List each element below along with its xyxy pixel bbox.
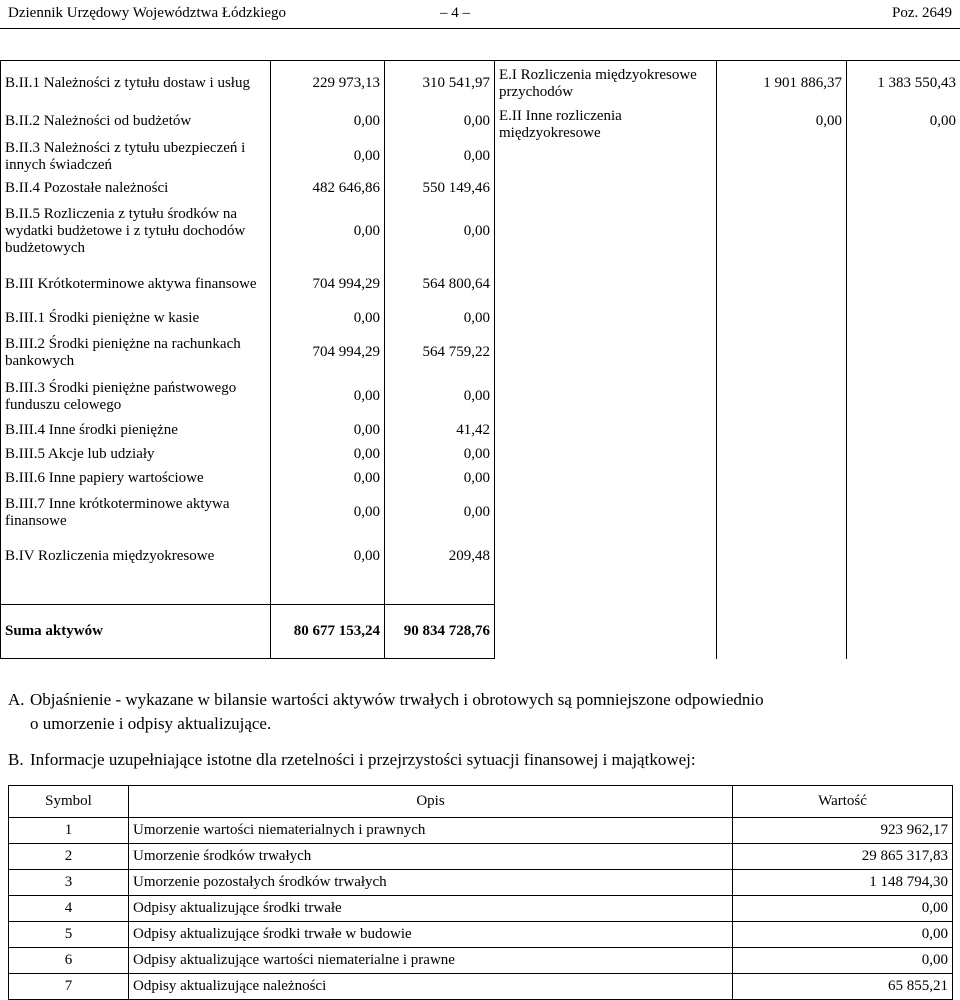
balance-sheet-table	[0, 60, 960, 659]
asset-value-1: 0,00	[271, 467, 385, 491]
asset-label: B.III Krótkoterminowe aktywa finansowe	[1, 263, 271, 307]
asset-value-1: 0,00	[271, 201, 385, 263]
position-number: Poz. 2649	[892, 5, 952, 21]
asset-label: B.III.7 Inne krótkoterminowe aktywa finansowe	[1, 491, 271, 535]
assets-total-label: Suma aktywów	[1, 605, 271, 659]
asset-value-2: 0,00	[385, 467, 495, 491]
row-symbol: 7	[9, 974, 129, 1000]
asset-value-2: 0,00	[385, 137, 495, 177]
header-description: Opis	[129, 786, 733, 818]
liability-empty	[717, 177, 847, 659]
row-description: Odpisy aktualizujące należności	[129, 974, 733, 1000]
liability-label: E.II Inne rozliczenia międzyokresowe	[495, 107, 717, 177]
asset-label: B.III.5 Akcje lub udziały	[1, 443, 271, 467]
asset-value-2: 0,00	[385, 443, 495, 467]
asset-value-2: 209,48	[385, 535, 495, 579]
liability-value-2: 1 383 550,43	[847, 61, 960, 107]
asset-value-1: 0,00	[271, 419, 385, 443]
asset-label: B.III.4 Inne środki pieniężne	[1, 419, 271, 443]
asset-value-1: 229 973,13	[271, 61, 385, 107]
asset-value-2: 0,00	[385, 491, 495, 535]
liability-value-2: 0,00	[847, 107, 960, 177]
liability-label: E.I Rozliczenia międzyokresowe przychodów	[495, 61, 717, 107]
assets-total-1: 80 677 153,24	[271, 605, 385, 659]
asset-value-2: 0,00	[385, 307, 495, 331]
note-b	[8, 748, 696, 772]
row-value: 0,00	[733, 896, 953, 922]
row-description: Umorzenie wartości niematerialnych i prawnych	[129, 818, 733, 844]
balance-row	[1, 107, 960, 137]
asset-value-1: 0,00	[271, 443, 385, 467]
page-number: – 4 –	[440, 5, 470, 21]
asset-value-2: 550 149,46	[385, 177, 495, 201]
table-row	[9, 844, 953, 870]
asset-label: B.III.2 Środki pieniężne na rachunkach bankowych	[1, 331, 271, 375]
asset-value-1: 0,00	[271, 107, 385, 137]
row-description: Odpisy aktualizujące środki trwałe w budowie	[129, 922, 733, 948]
row-value: 923 962,17	[733, 818, 953, 844]
assets-total-2: 90 834 728,76	[385, 605, 495, 659]
page-header	[0, 0, 960, 29]
asset-value-1: 482 646,86	[271, 177, 385, 201]
table-row	[9, 896, 953, 922]
balance-row	[1, 61, 960, 107]
row-symbol: 4	[9, 896, 129, 922]
asset-value-1: 704 994,29	[271, 263, 385, 307]
asset-label: B.III.3 Środki pieniężne państwowego funduszu celowego	[1, 375, 271, 419]
asset-label: B.II.2 Należności od budżetów	[1, 107, 271, 137]
row-symbol: 6	[9, 948, 129, 974]
row-symbol: 2	[9, 844, 129, 870]
asset-label: B.II.1 Należności z tytułu dostaw i usług	[1, 61, 271, 107]
asset-value-1: 0,00	[271, 307, 385, 331]
asset-value-2: 0,00	[385, 107, 495, 137]
asset-value-1: 0,00	[271, 137, 385, 177]
row-symbol: 3	[9, 870, 129, 896]
note-b-label: B.	[8, 750, 24, 769]
note-b-text: Informacje uzupełniające istotne dla rzetelności i przejrzystości sytuacji finansowej i majątkowej:	[30, 750, 696, 769]
row-value: 29 865 317,83	[733, 844, 953, 870]
row-symbol: 1	[9, 818, 129, 844]
asset-label: B.III.1 Środki pieniężne w kasie	[1, 307, 271, 331]
table-row	[9, 974, 953, 1000]
balance-row	[1, 177, 960, 201]
asset-value-1: 0,00	[271, 535, 385, 579]
asset-value-2: 564 759,22	[385, 331, 495, 375]
journal-title: Dziennik Urzędowy Województwa Łódzkiego	[8, 5, 287, 21]
liability-value-1: 0,00	[717, 107, 847, 177]
supplementary-info-table	[8, 785, 953, 1000]
row-value: 0,00	[733, 948, 953, 974]
row-value: 0,00	[733, 922, 953, 948]
row-description: Odpisy aktualizujące wartości niematerialne i prawne	[129, 948, 733, 974]
liability-empty	[847, 177, 960, 659]
row-value: 65 855,21	[733, 974, 953, 1000]
asset-value-1: 704 994,29	[271, 331, 385, 375]
row-symbol: 5	[9, 922, 129, 948]
asset-label: B.II.5 Rozliczenia z tytułu środków na wydatki budżetowe i z tytułu dochodów budżetowych	[1, 201, 271, 263]
asset-value-2: 564 800,64	[385, 263, 495, 307]
asset-label: B.III.6 Inne papiery wartościowe	[1, 467, 271, 491]
note-a	[8, 688, 764, 736]
row-description: Odpisy aktualizujące środki trwałe	[129, 896, 733, 922]
asset-value-2: 310 541,97	[385, 61, 495, 107]
table-row	[9, 870, 953, 896]
table-row	[9, 818, 953, 844]
asset-label: B.II.3 Należności z tytułu ubezpieczeń i innych świadczeń	[1, 137, 271, 177]
asset-value-2: 0,00	[385, 201, 495, 263]
table-row	[9, 922, 953, 948]
info-header-row	[9, 786, 953, 818]
note-a-line2: o umorzenie i odpisy aktualizujące.	[30, 714, 272, 733]
asset-value-2: 0,00	[385, 375, 495, 419]
row-description: Umorzenie pozostałych środków trwałych	[129, 870, 733, 896]
asset-value-1: 0,00	[271, 375, 385, 419]
note-a-line1: Objaśnienie - wykazane w bilansie wartości aktywów trwałych i obrotowych są pomniejszone odpowiednio	[30, 690, 764, 709]
asset-label: B.IV Rozliczenia międzyokresowe	[1, 535, 271, 579]
row-value: 1 148 794,30	[733, 870, 953, 896]
table-row	[9, 948, 953, 974]
note-a-label: A.	[8, 690, 25, 709]
asset-value-2: 41,42	[385, 419, 495, 443]
liability-value-1: 1 901 886,37	[717, 61, 847, 107]
row-description: Umorzenie środków trwałych	[129, 844, 733, 870]
header-symbol: Symbol	[9, 786, 129, 818]
asset-value-1: 0,00	[271, 491, 385, 535]
asset-label: B.II.4 Pozostałe należności	[1, 177, 271, 201]
header-value: Wartość	[733, 786, 953, 818]
liability-empty	[495, 177, 717, 659]
